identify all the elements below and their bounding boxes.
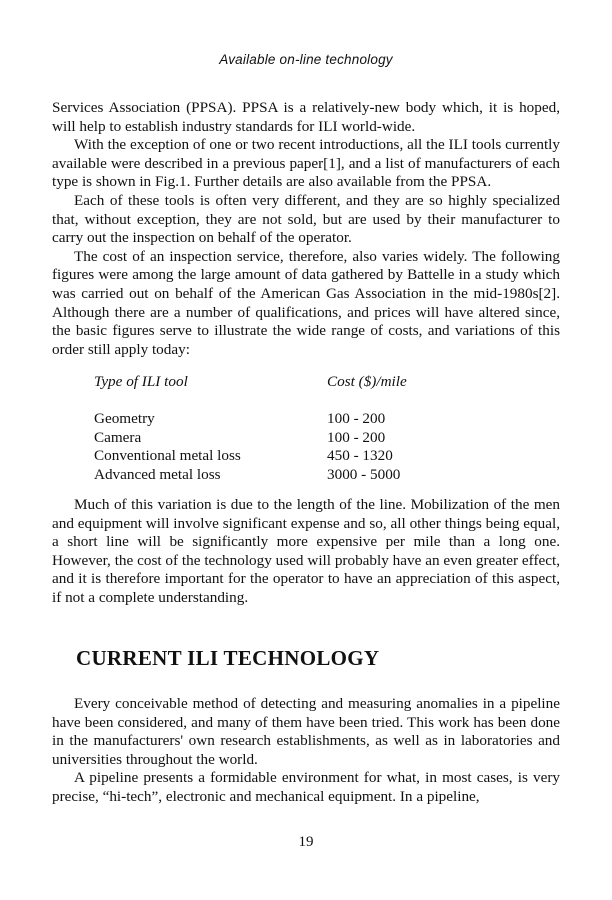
tool-type-cell: Camera xyxy=(94,428,142,446)
cost-cell: 450 - 1320 xyxy=(327,447,393,465)
running-head: Available on-line technology xyxy=(219,52,393,67)
cost-table-header-row xyxy=(94,373,407,410)
table-row xyxy=(94,447,407,466)
table-row xyxy=(94,410,407,429)
cost-cell: 100 - 200 xyxy=(327,428,386,446)
tool-type-cell: Conventional metal loss xyxy=(94,447,241,465)
table-row xyxy=(94,466,407,485)
paragraph-pipeline-environment: A pipeline presents a formidable environment for what, in most cases, is very precise, “hi-tech”, electronic and mechanical equipment. In a pipeline, xyxy=(52,769,560,805)
tool-type-cell: Geometry xyxy=(94,410,155,428)
tool-type-cell: Advanced metal loss xyxy=(94,465,221,483)
text-block-technology xyxy=(52,695,560,807)
header-cost-per-mile: Cost ($)/mile xyxy=(327,373,407,390)
paragraph-ili-tools: With the exception of one or two recent introductions, all the ILI tools currently available were described in a previous paper[1], and a list of manufacturers of each type is shown in Fig.1. Further details are also available from the PPSA. xyxy=(52,136,560,191)
text-block-intro xyxy=(52,99,560,359)
text-block-variation xyxy=(52,496,560,608)
section-heading: CURRENT ILI TECHNOLOGY xyxy=(76,646,380,670)
cost-cell: 100 - 200 xyxy=(327,410,386,428)
paragraph-detection-methods: Every conceivable method of detecting and measuring anomalies in a pipeline have been considered, and many of them have been tried. This work has been done in the manufacturers' own research establishments, as well as in laboratories and universities throughout the world. xyxy=(52,695,560,768)
paragraph-ppsa-continued: Services Association (PPSA). PPSA is a relatively-new body which, it is hoped, will help to establish industry standards for ILI world-wide. xyxy=(52,99,560,135)
cost-table xyxy=(94,373,407,485)
page-number: 19 xyxy=(298,834,314,850)
paragraph-inspection-cost: The cost of an inspection service, therefore, also varies widely. The following figures were among the large amount of data gathered by Battelle in a study which was carried out on behalf of the American Gas Association in the mid-1980s[2]. Although there are a number of qualifications, and prices will have altered since, the basic figures serve to illustrate the wide range of costs, and variations of this order still apply today: xyxy=(52,247,560,358)
header-tool-type: Type of ILI tool xyxy=(94,373,188,390)
paragraph-cost-variation: Much of this variation is due to the length of the line. Mobilization of the men and equipment will involve significant expense and so, all other things being equal, a short line will be significantly more expensive per mile than a long one. However, the cost of the technology used will probably have an even greater effect, and it is therefore important for the operator to have an appreciation of this aspect, if not a complete understanding. xyxy=(52,496,560,606)
table-row xyxy=(94,429,407,448)
paragraph-specialized-tools: Each of these tools is often very different, and they are so highly specialized that, without exception, they are not sold, but are used by their manufacturer to carry out the inspection on behalf of the operator. xyxy=(52,191,560,247)
cost-cell: 3000 - 5000 xyxy=(327,465,401,483)
